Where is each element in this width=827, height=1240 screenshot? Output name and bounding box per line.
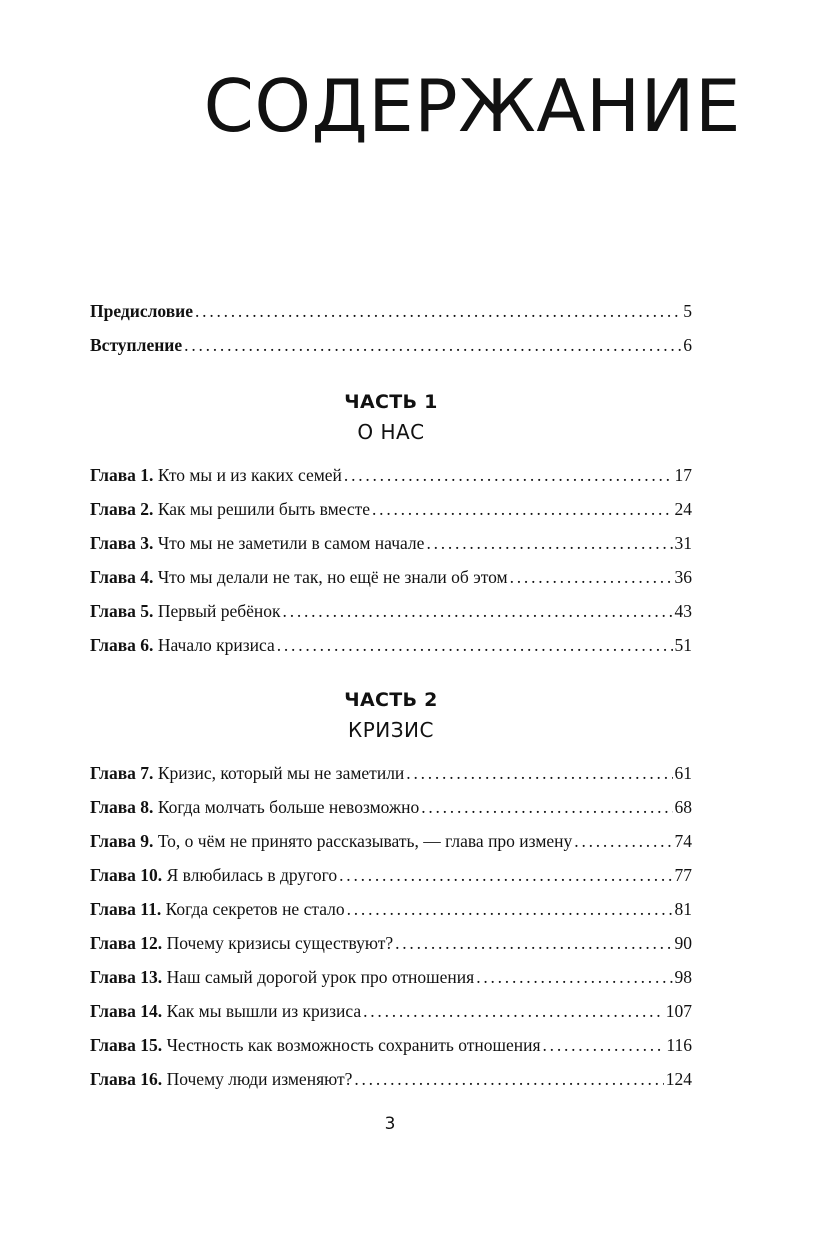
dot-leader — [426, 526, 672, 560]
chapter-number: Глава 14. — [90, 1001, 163, 1021]
chapter-page: 61 — [674, 763, 692, 783]
chapter-title: Когда молчать больше невозможно — [157, 797, 420, 817]
toc-entry-chapter[interactable] — [90, 492, 692, 526]
chapter-number: Глава 10. — [90, 865, 163, 885]
chapter-page: 90 — [674, 933, 692, 953]
dot-leader — [184, 328, 681, 362]
chapter-number: Глава 12. — [90, 933, 163, 953]
chapter-title: Что мы не заметили в самом начале — [157, 533, 425, 553]
toc-entry-chapter[interactable] — [90, 594, 692, 628]
chapter-number: Глава 4. — [90, 567, 154, 587]
chapter-page: 36 — [674, 567, 692, 587]
chapter-number: Глава 9. — [90, 831, 154, 851]
dot-leader — [510, 560, 673, 594]
chapter-title: Почему кризисы существуют? — [166, 933, 394, 953]
chapter-page: 51 — [674, 635, 692, 655]
chapter-number: Глава 13. — [90, 967, 163, 987]
chapter-number: Глава 15. — [90, 1035, 163, 1055]
chapter-title: Кто мы и из каких семей — [157, 465, 342, 485]
dot-leader — [476, 960, 672, 994]
chapter-title: Когда секретов не стало — [165, 899, 345, 919]
dot-leader — [344, 458, 673, 492]
chapter-title: Первый ребёнок — [157, 601, 281, 621]
toc-entry-preface[interactable] — [90, 294, 692, 328]
dot-leader — [354, 1062, 663, 1096]
toc-entry-chapter[interactable] — [90, 628, 692, 662]
chapter-list — [90, 458, 692, 662]
dot-leader — [195, 294, 681, 328]
dot-leader — [363, 994, 664, 1028]
page-title: СОДЕРЖАНИЕ — [203, 64, 741, 148]
chapter-page: 107 — [665, 1001, 692, 1021]
toc-entry-chapter[interactable] — [90, 1028, 692, 1062]
part-1-section — [90, 388, 692, 662]
chapter-page: 17 — [674, 465, 692, 485]
dot-leader — [283, 594, 673, 628]
chapter-number: Глава 11. — [90, 899, 162, 919]
toc-entry-chapter[interactable] — [90, 1062, 692, 1096]
toc-entry-introduction[interactable] — [90, 328, 692, 362]
toc-entry-chapter[interactable] — [90, 824, 692, 858]
toc-entry-chapter[interactable] — [90, 960, 692, 994]
chapter-number: Глава 8. — [90, 797, 154, 817]
chapter-number: Глава 3. — [90, 533, 154, 553]
dot-leader — [372, 492, 672, 526]
toc-entry-chapter[interactable] — [90, 560, 692, 594]
dot-leader — [277, 628, 673, 662]
chapter-page: 116 — [666, 1035, 692, 1055]
chapter-page: 74 — [674, 831, 692, 851]
toc-entry-chapter[interactable] — [90, 892, 692, 926]
chapter-title: Честность как возможность сохранить отношения — [166, 1035, 541, 1055]
chapter-title: Я влюбилась в другого — [166, 865, 338, 885]
chapter-title: То, о чём не принято рассказывать, — глава про измену — [157, 831, 573, 851]
dot-leader — [543, 1028, 665, 1062]
chapter-number: Глава 5. — [90, 601, 154, 621]
chapter-title: Что мы делали не так, но ещё не знали об этом — [157, 567, 508, 587]
chapter-page: 31 — [674, 533, 692, 553]
chapter-title: Кризис, который мы не заметили — [157, 763, 405, 783]
part-header — [90, 388, 692, 448]
chapter-page: 43 — [674, 601, 692, 621]
chapter-page: 124 — [665, 1069, 692, 1089]
toc-intro-section — [90, 294, 692, 362]
part-name: О НАС — [357, 420, 425, 444]
toc-entry-chapter[interactable] — [90, 926, 692, 960]
toc-entry-chapter[interactable] — [90, 526, 692, 560]
entry-page: 5 — [683, 301, 692, 321]
chapter-title: Как мы решили быть вместе — [157, 499, 371, 519]
part-number: ЧАСТЬ 2 — [344, 689, 438, 711]
chapter-page: 68 — [674, 797, 692, 817]
chapter-page: 77 — [674, 865, 692, 885]
chapter-number: Глава 2. — [90, 499, 154, 519]
chapter-number: Глава 16. — [90, 1069, 163, 1089]
entry-title: Вступление — [90, 335, 183, 355]
toc-entry-chapter[interactable] — [90, 994, 692, 1028]
toc-entry-chapter[interactable] — [90, 756, 692, 790]
chapter-list — [90, 756, 692, 1096]
toc-entry-chapter[interactable] — [90, 858, 692, 892]
chapter-page: 98 — [674, 967, 692, 987]
entry-page: 6 — [683, 335, 692, 355]
dot-leader — [347, 892, 673, 926]
chapter-title: Начало кризиса — [157, 635, 275, 655]
chapter-number: Глава 1. — [90, 465, 154, 485]
part-name: КРИЗИС — [348, 718, 434, 742]
entry-title: Предисловие — [90, 301, 194, 321]
part-number: ЧАСТЬ 1 — [344, 391, 438, 413]
dot-leader — [574, 824, 672, 858]
chapter-page: 24 — [674, 499, 692, 519]
chapter-page: 81 — [674, 899, 692, 919]
chapter-title: Наш самый дорогой урок про отношения — [166, 967, 475, 987]
page-number: 3 — [384, 1114, 396, 1134]
toc-entry-chapter[interactable] — [90, 790, 692, 824]
dot-leader — [395, 926, 672, 960]
part-2-section — [90, 686, 692, 1096]
chapter-number: Глава 7. — [90, 763, 154, 783]
toc-entry-chapter[interactable] — [90, 458, 692, 492]
dot-leader — [339, 858, 672, 892]
part-header — [90, 686, 692, 746]
chapter-title: Почему люди изменяют? — [166, 1069, 353, 1089]
chapter-title: Как мы вышли из кризиса — [166, 1001, 362, 1021]
dot-leader — [421, 790, 672, 824]
chapter-number: Глава 6. — [90, 635, 154, 655]
dot-leader — [406, 756, 672, 790]
